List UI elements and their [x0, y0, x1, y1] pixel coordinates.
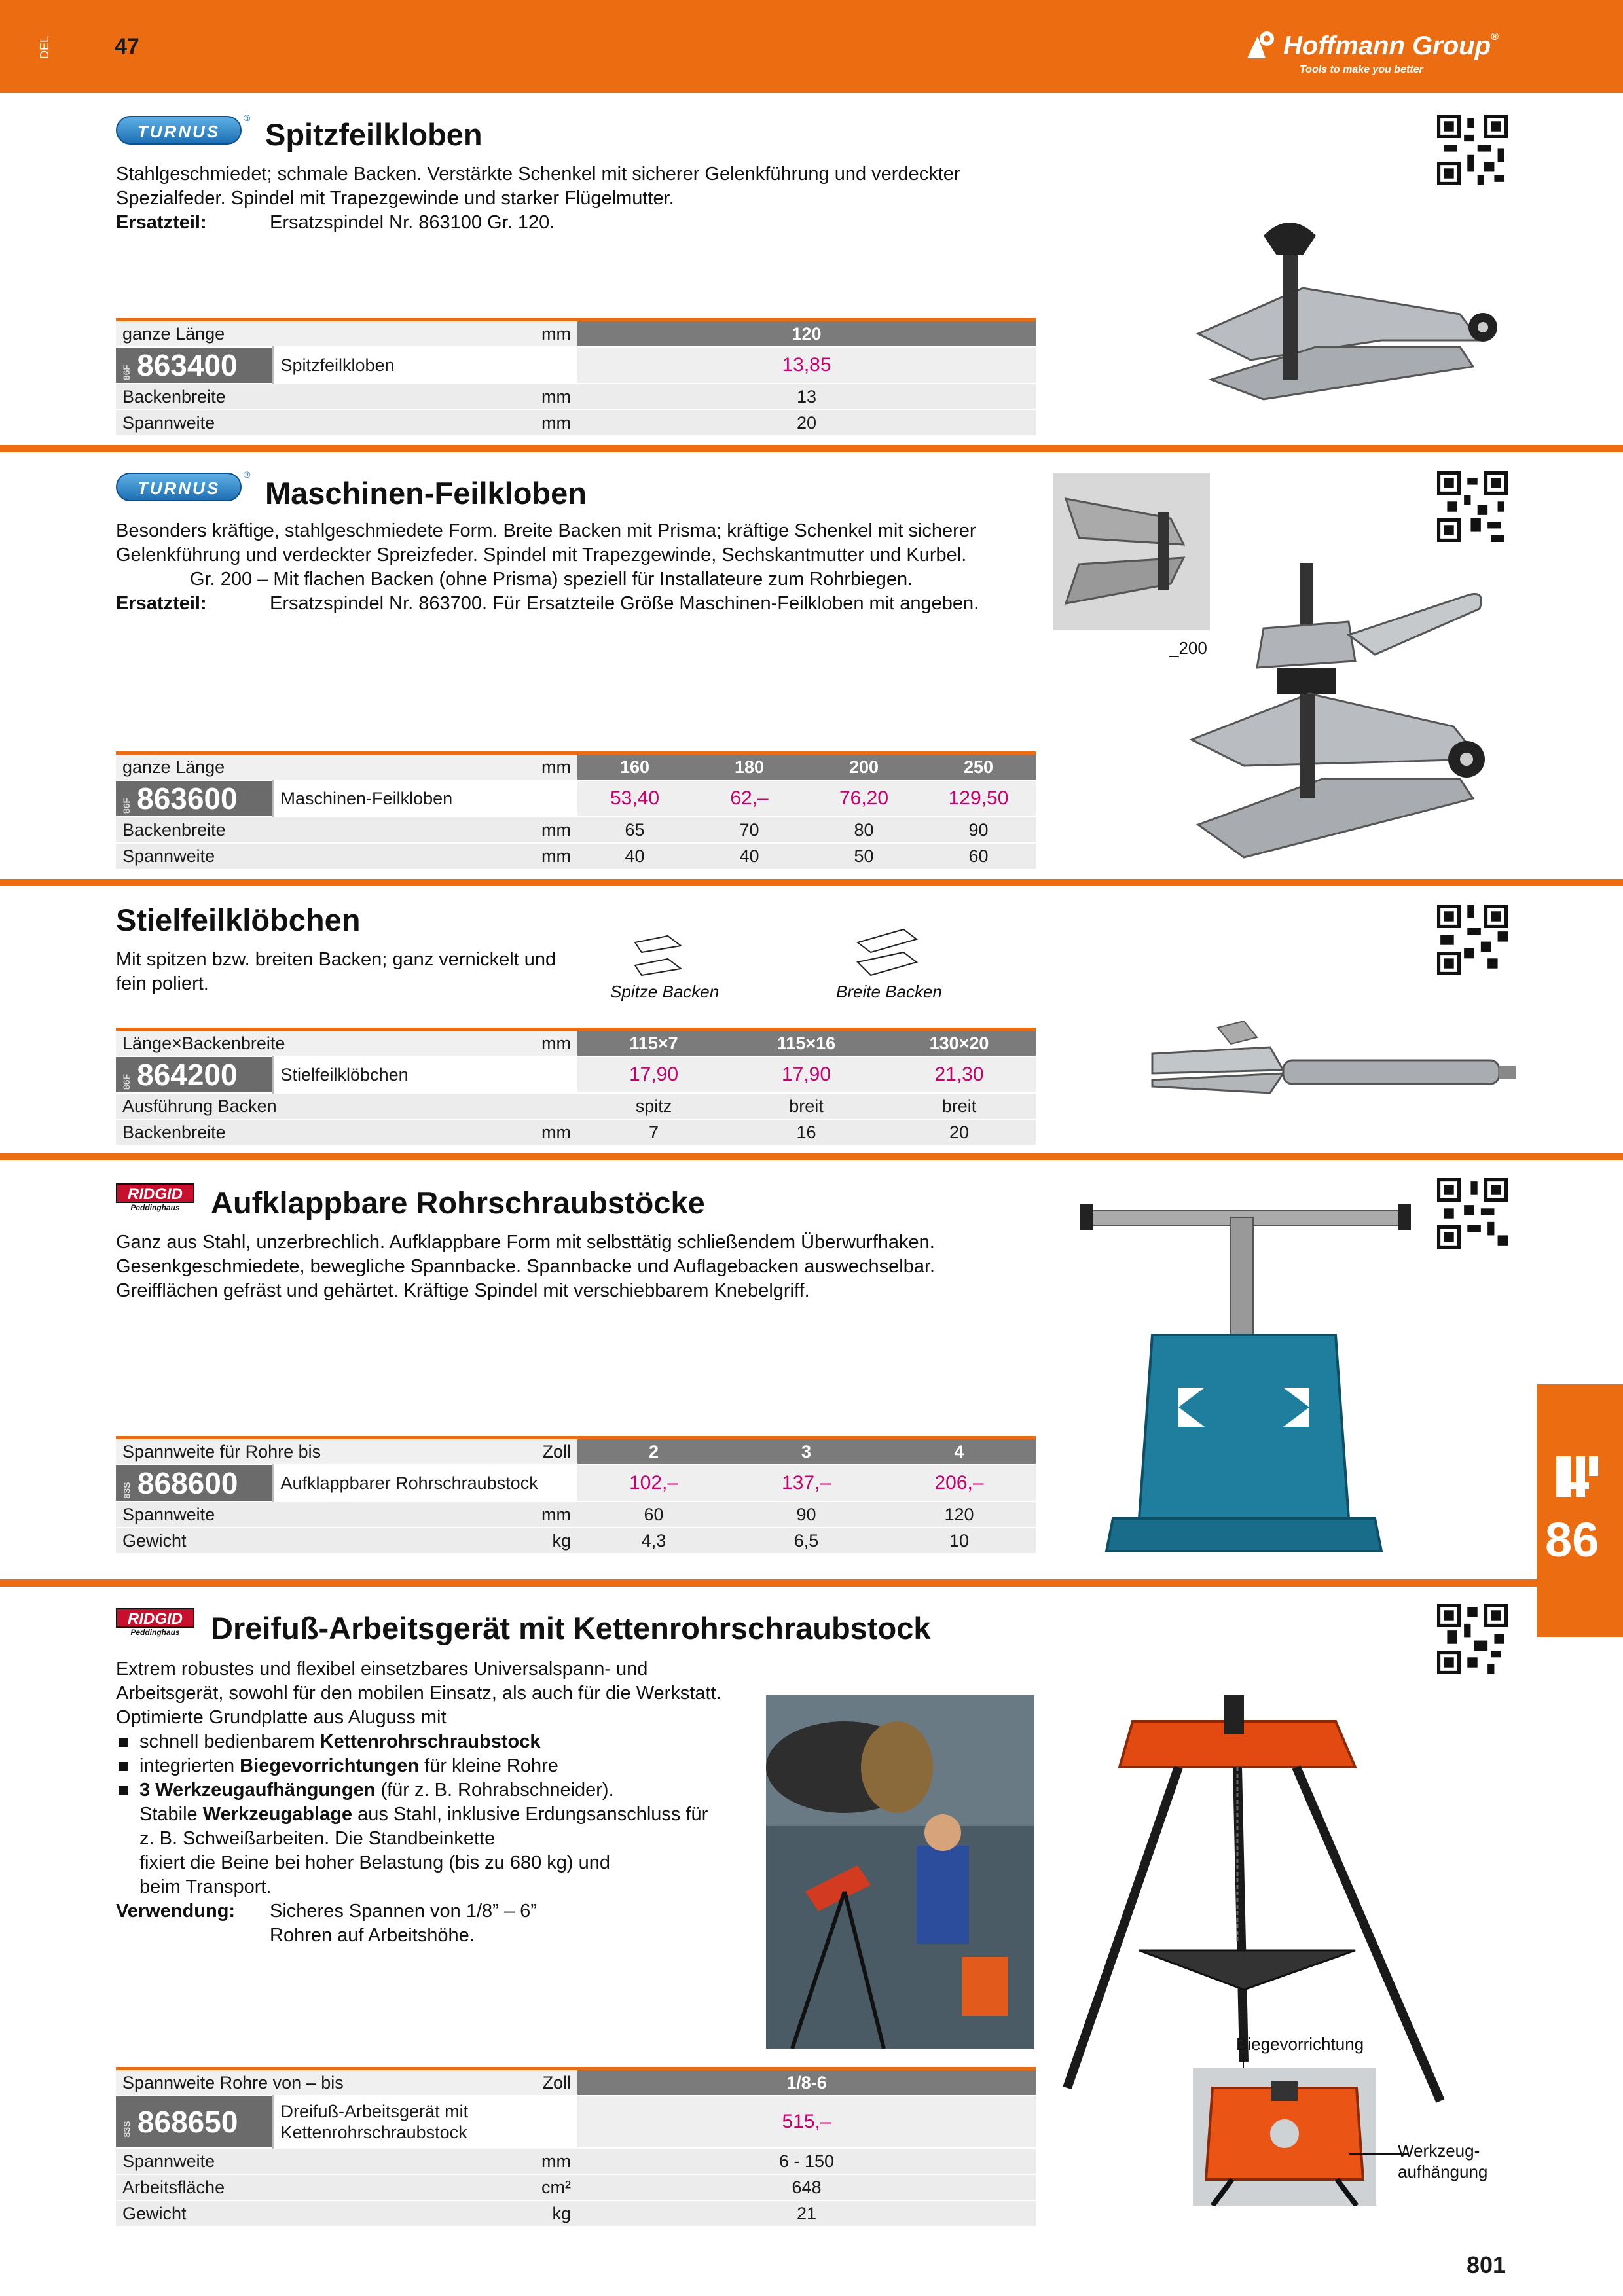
price: 17,90 — [577, 1056, 730, 1093]
breite-backen-sketch — [851, 923, 923, 982]
product-description: Stahlgeschmiedet; schmale Backen. Verstärkte Schenkel mit sicherer Gelenkführung und verdeckter Spezialfeder. Spindel mit Trapezgewinde und starker Flügelmutter. Ersatzteil: Ersatzspindel Nr. 863100 Gr. 120. — [116, 164, 960, 233]
image-caption: _200 — [1169, 638, 1207, 658]
product-title: Stielfeilklöbchen — [116, 903, 361, 937]
price: 206,– — [883, 1465, 1036, 1501]
table-row: Backenbreite mm 7 16 20 — [116, 1119, 1036, 1145]
maschinen-feilkloben-image — [1178, 563, 1519, 877]
table-row: Spannweite mm 20 — [116, 410, 1036, 436]
table-row: Spannweite mm 60 90 120 — [116, 1501, 1036, 1528]
brand-name: Hoffmann Group® — [1283, 31, 1499, 60]
product-description: Ganz aus Stahl, unzerbrechlich. Aufklappbare Form mit selbsttätig schließendem Überwurfhaken. Gesenkgeschmiedete, bewegliche Spannbacke. Spannbacke und Auflagebacken auswechselbar. Greifflächen gefräst und gehärtet. Kräftige Spindel mit verschiebbarem Knebelgriff. — [116, 1232, 936, 1301]
article-row: 83S 868600 Aufklappbarer Rohrschraubstock 102,– 137,– 206,– — [116, 1465, 1036, 1501]
chapter-tab[interactable] — [1537, 1384, 1623, 1637]
section-divider — [0, 879, 1623, 886]
stielfeilkloebchen-image — [1139, 1021, 1519, 1119]
vise-chapter-icon — [1553, 1450, 1605, 1502]
spitze-backen-sketch — [629, 929, 687, 982]
spec-table — [116, 751, 1036, 870]
product-description: Extrem robustes und flexibel einsetzbares Universalspann- und Arbeitsgerät, sowohl für den mobilen Einsatz, als auch für die Werkstatt. Optimierte Grundplatte aus Aluguss mit schnell bedienbarem Kettenrohrschraubstock integrierten Biegevorrichtungen für kleine Rohre 3 Werkzeugaufhängungen (für z. B. Rohrabschneider). Stabile Werkzeugablage aus Stahl, inklusive Erdungsanschluss für z. B. Schweißarbeiten. Die Standbeinkette fixiert die Beine bei hoher Belastung (bis zu 680 kg) und beim Transport. Verwendung: Sicheres Spannen von 1/8” – 6” Rohren auf Arbeitshöhe. — [116, 1657, 738, 1948]
table-header-row: ganze Länge mm 160 180 200 250 — [116, 753, 1036, 781]
section-divider — [0, 445, 1623, 452]
section-divider — [0, 1579, 1623, 1587]
ridgid-logo: RIDGID Peddinghaus — [116, 1183, 194, 1216]
table-row: Backenbreite mm 13 — [116, 384, 1036, 410]
spec-table — [116, 1028, 1036, 1146]
article-number[interactable]: 863600 — [137, 781, 238, 816]
hoffmann-logo-icon — [1247, 29, 1280, 58]
turnus-registered-mark: ® — [244, 113, 251, 123]
list-item: 3 Werkzeugaufhängungen (für z. B. Rohrabschneider). — [116, 1778, 738, 1803]
feature-list — [116, 1730, 738, 1803]
price: 137,– — [730, 1465, 883, 1501]
product-title: Aufklappbare Rohrschraubstöcke — [211, 1185, 705, 1220]
image-caption: Breite Backen — [836, 982, 942, 1001]
table-row: Arbeitsfläche cm² 648 — [116, 2174, 1036, 2200]
product-description: Mit spitzen bzw. breiten Backen; ganz vernickelt und fein poliert. — [116, 949, 556, 994]
price: 102,– — [577, 1465, 730, 1501]
spec-table — [116, 1436, 1036, 1554]
spitzfeilkloben-image — [1185, 209, 1512, 406]
article-number[interactable]: 868600 — [137, 1466, 238, 1500]
detail-plate-image — [1193, 2068, 1376, 2206]
table-row: Spannweite mm 6 - 150 — [116, 2148, 1036, 2174]
spec-table — [116, 2067, 1036, 2227]
price: 53,40 — [577, 780, 692, 817]
article-number[interactable]: 868650 — [137, 2105, 238, 2139]
table-row: Ausführung Backen spitz breit breit — [116, 1093, 1036, 1119]
table-header-row: Spannweite Rohre von – bis Zoll 1/8-6 — [116, 2069, 1036, 2096]
table-row: Gewicht kg 4,3 6,5 10 — [116, 1528, 1036, 1554]
page-number: 801 — [1467, 2251, 1506, 2278]
price: 515,– — [577, 2096, 1036, 2148]
brand-tagline: Tools to make you better — [1300, 64, 1423, 75]
workshop-photo — [766, 1695, 1034, 2049]
product-title: Spitzfeilkloben — [265, 117, 483, 152]
table-row: Gewicht kg 21 — [116, 2200, 1036, 2227]
callout-label: Werkzeug- aufhängung — [1398, 2141, 1488, 2181]
header-page-number: 47 — [115, 34, 139, 59]
product-title: Maschinen-Feilkloben — [265, 476, 587, 511]
product-title: Dreifuß-Arbeitsgerät mit Kettenrohrschraubstock — [211, 1611, 931, 1645]
table-header-row: Länge×Backenbreite mm 115×7 115×16 130×20 — [116, 1030, 1036, 1057]
turnus-logo: TURNUS — [116, 473, 242, 501]
ridgid-logo: RIDGID Peddinghaus — [116, 1608, 194, 1641]
article-row: 83S 868650 Dreifuß-Arbeitsgerät mit Kettenrohrschraubstock 515,– — [116, 2096, 1036, 2148]
price: 13,85 — [577, 347, 1036, 384]
price: 76,20 — [807, 780, 921, 817]
rohrschraubstock-image — [1074, 1191, 1414, 1564]
language-code: DEL — [38, 36, 51, 60]
qr-code-icon[interactable] — [1437, 115, 1508, 185]
price: 129,50 — [921, 780, 1036, 817]
spec-table — [116, 318, 1036, 437]
image-caption: Spitze Backen — [610, 982, 720, 1001]
section-divider — [0, 1153, 1623, 1160]
table-header-row: ganze Länge mm 120 — [116, 320, 1036, 348]
table-row: Backenbreite mm 65 70 80 90 — [116, 817, 1036, 843]
table-header-row: Spannweite für Rohre bis Zoll 2 3 4 — [116, 1438, 1036, 1465]
qr-code-icon[interactable] — [1437, 1604, 1508, 1674]
price: 62,– — [692, 780, 807, 817]
article-number[interactable]: 863400 — [137, 348, 238, 382]
qr-code-icon[interactable] — [1437, 905, 1508, 975]
price: 17,90 — [730, 1056, 883, 1093]
price: 21,30 — [883, 1056, 1036, 1093]
qr-code-icon[interactable] — [1437, 471, 1508, 542]
product-description: Besonders kräftige, stahlgeschmiedete Form. Breite Backen mit Prisma; kräftige Schenkel mit sicherer Gelenkführung und verdeckter Spreizfeder. Spindel mit Trapezgewinde, Sechskantmutter und Kurbel. Gr. 200 – Mit flachen Backen (ohne Prisma) speziell für Installateure zum Rohrbiegen. Ersatzteil: Ersatzspindel Nr. 863700. Für Ersatzteile Größe Maschinen-Feilkloben mit angeben. — [116, 520, 979, 614]
list-item: schnell bedienbarem Kettenrohrschraubstock — [116, 1730, 738, 1754]
list-item: integrierten Biegevorrichtungen für kleine Rohre — [116, 1754, 738, 1778]
turnus-logo: TURNUS — [116, 116, 242, 145]
chapter-number: 86 — [1545, 1513, 1599, 1567]
callout-label: Biegevorrichtung — [1236, 2034, 1364, 2054]
article-row: 86F 863400 Spitzfeilkloben 13,85 — [116, 347, 1036, 384]
turnus-registered-mark: ® — [244, 469, 251, 480]
article-row: 86F 864200 Stielfeilklöbchen 17,90 17,90 21,30 — [116, 1056, 1036, 1093]
table-row: Spannweite mm 40 40 50 60 — [116, 843, 1036, 869]
qr-code-icon[interactable] — [1437, 1178, 1508, 1249]
article-number[interactable]: 864200 — [137, 1058, 238, 1092]
article-row: 86F 863600 Maschinen-Feilkloben 53,40 62,– 76,20 129,50 — [116, 780, 1036, 817]
